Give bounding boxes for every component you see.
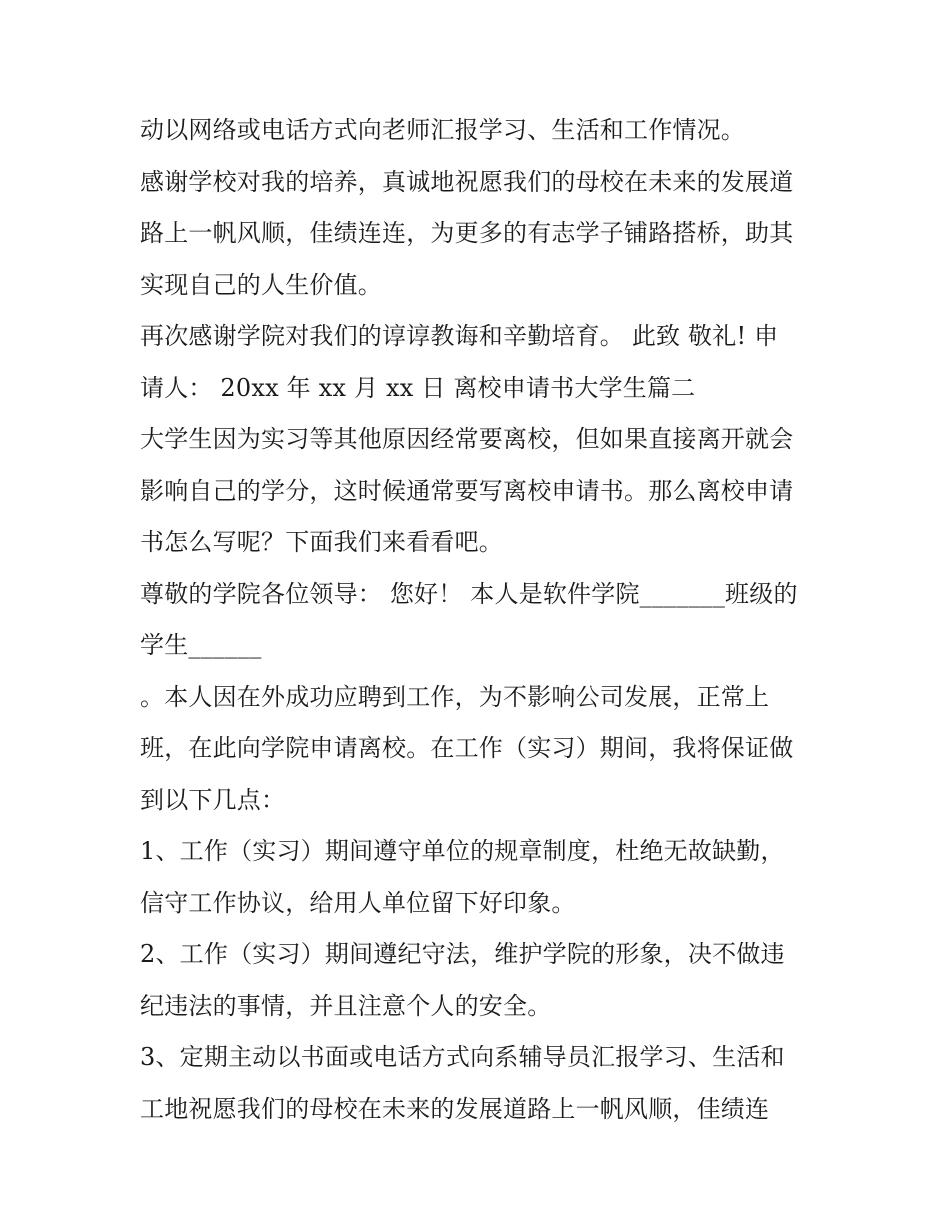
text-line: 纪违法的事情，并且注意个人的安全。 bbox=[140, 991, 552, 1020]
text-line: 大学生因为实习等其他原因经常要离校，但如果直接离开就会 bbox=[140, 425, 794, 453]
text-line: 到以下几点： bbox=[140, 785, 286, 814]
text-line: 3、定期主动以书面或电话方式向系辅导员汇报学习、生活和 bbox=[140, 1043, 785, 1071]
text-line: 感谢学校对我的培养，真诚地祝愿我们的母校在未来的发展道 bbox=[140, 167, 794, 196]
text-line: 信守工作协议，给用人单位留下好印象。 bbox=[140, 888, 576, 917]
text-line: 实现自己的人生价值。 bbox=[140, 270, 382, 299]
text-line: 尊敬的学院各位领导： 您好！ 本人是软件学院_______班级的 bbox=[140, 579, 798, 608]
text-line: 动以网络或电话方式向老师汇报学习、生活和工作情况。 bbox=[140, 116, 745, 144]
text-line: 。本人因在外成功应聘到工作，为不影响公司发展，正常上 bbox=[140, 682, 770, 711]
text-line: 工地祝愿我们的母校在未来的发展道路上一帆风顺，佳绩连 bbox=[140, 1094, 770, 1123]
text-line: 学生______ bbox=[140, 631, 262, 659]
text-line: 再次感谢学院对我们的谆谆教诲和辛勤培育。 此致 敬礼! 申 bbox=[140, 322, 779, 350]
text-line: 请人： 20xx 年 xx 月 xx 日 离校申请书大学生篇二 bbox=[140, 373, 696, 402]
text-line: 路上一帆风顺，佳绩连连，为更多的有志学子铺路搭桥，助其 bbox=[140, 219, 794, 247]
text-line: 2、工作（实习）期间遵纪守法，维护学院的形象，决不做违 bbox=[140, 940, 785, 968]
text-line: 1、工作（实习）期间遵守单位的规章制度，杜绝无故缺勤， bbox=[140, 837, 785, 865]
text-line: 书怎么写呢？下面我们来看看吧。 bbox=[140, 528, 503, 556]
text-line: 班，在此向学院申请离校。在工作（实习）期间，我将保证做 bbox=[140, 734, 794, 762]
document-body bbox=[140, 105, 820, 1135]
text-line: 影响自己的学分，这时候通常要写离校申请书。那么离校申请 bbox=[140, 476, 794, 505]
